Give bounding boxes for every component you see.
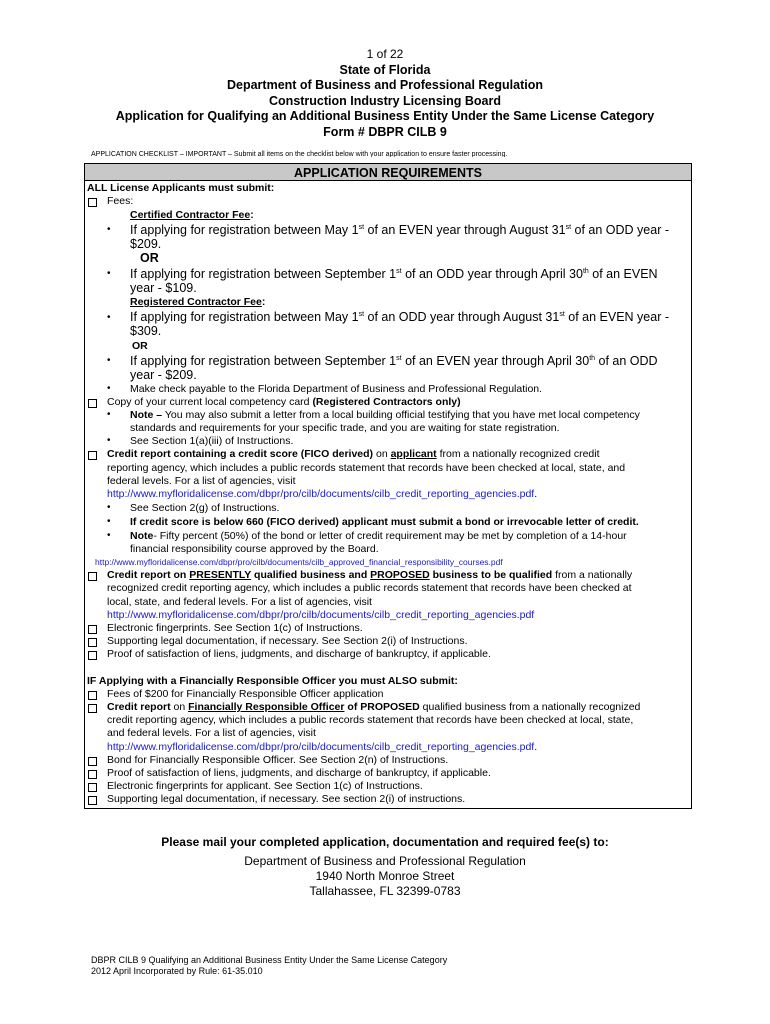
bullet-icon: •: [107, 383, 111, 394]
mail-city: Tallahassee, FL 32399-0783: [309, 884, 461, 898]
fro-fingerprints-text: Electronic fingerprints for applicant. See Section 1(c) of Instructions.: [107, 780, 423, 792]
certified-fee-even: If applying for registration between May 1st of an EVEN year through August 31st of an ODD year -: [130, 223, 669, 237]
business-credit-line2: recognized credit reporting agency, which includes a public records statement that records have been checked at: [107, 582, 632, 594]
or-label: OR: [140, 251, 159, 265]
bond-note-line2: financial responsibility course approved by the Board.: [130, 543, 379, 555]
see-section-1a: See Section 1(a)(iii) of Instructions.: [130, 435, 294, 447]
or-label: OR: [132, 340, 148, 352]
competency-card-text: Copy of your current local competency card (Registered Contractors only): [107, 396, 461, 408]
registered-fee-odd: If applying for registration between May 1st of an ODD year through August 31st of an EVEN year -: [130, 310, 669, 324]
checkbox-fro-fees[interactable]: [88, 691, 97, 700]
fro-bond-text: Bond for Financially Responsible Officer. See Section 2(n) of Instructions.: [107, 754, 449, 766]
credit-report-line1: Credit report containing a credit score (FICO derived) on applicant from a nationally recognized credit: [107, 448, 600, 460]
bullet-icon: •: [107, 224, 111, 235]
checkbox-fees[interactable]: [88, 198, 97, 207]
fro-agencies-link-row: http://www.myfloridalicense.com/dbpr/pro/cilb/documents/cilb_credit_reporting_agencies.pdf.: [107, 741, 538, 753]
legal-docs-text: Supporting legal documentation, if necessary. See Section 2(i) of Instructions.: [107, 635, 468, 647]
checkbox-legal-docs[interactable]: [88, 638, 97, 647]
all-applicants-heading: ALL License Applicants must submit:: [87, 182, 275, 194]
header-application-title: Application for Qualifying an Additional Business Entity Under the Same License Category: [115, 109, 655, 123]
fro-fees-text: Fees of $200 for Financially Responsible Officer application: [107, 688, 384, 700]
header-state: State of Florida: [339, 62, 431, 77]
checkbox-fro-liens[interactable]: [88, 770, 97, 779]
mail-street: 1940 North Monroe Street: [315, 869, 455, 883]
bullet-icon: •: [107, 409, 111, 420]
page-number: 1 of 22: [366, 47, 404, 61]
credit-agencies-link[interactable]: http://www.myfloridalicense.com/dbpr/pro/cilb/documents/cilb_credit_reporting_agencies.pdf: [107, 488, 535, 500]
fro-credit-line2: credit reporting agency, which includes a public records statement that records have been checked at local, state,: [107, 714, 634, 726]
bullet-icon: •: [107, 502, 111, 513]
check-payable-text: Make check payable to the Florida Department of Business and Professional Regulation.: [130, 383, 543, 395]
credit-score-660: If credit score is below 660 (FICO derived) applicant must submit a bond or irrevocable letter of credit.: [130, 516, 639, 528]
registered-fee-even: If applying for registration between September 1st of an EVEN year through April 30th of an ODD: [130, 354, 658, 368]
credit-report-line2: reporting agency, which includes a public records statement that records have been checked at local, state, and: [107, 462, 626, 474]
competency-note-line1: Note – You may also submit a letter from a local building official testifying that you have met local competency: [130, 409, 640, 421]
credit-agencies-link-row: http://www.myfloridalicense.com/dbpr/pro/cilb/documents/cilb_credit_reporting_agencies.pdf.: [107, 488, 538, 500]
mail-heading: Please mail your completed application, documentation and required fee(s) to:: [161, 835, 609, 849]
bullet-icon: •: [107, 435, 111, 446]
credit-report-line3: federal levels. For a list of agencies, visit: [107, 475, 296, 487]
fro-credit-line1: Credit report on Financially Responsible Officer of PROPOSED qualified business from a nationally recognized: [107, 701, 641, 713]
certified-fee-209: $209.: [130, 237, 162, 251]
certified-fee-odd: If applying for registration between September 1st of an ODD year through April 30th of an EVEN: [130, 267, 658, 281]
registered-fee-heading: Registered Contractor Fee:: [130, 296, 266, 308]
liens-text: Proof of satisfaction of liens, judgments, and discharge of bankruptcy, if applicable.: [107, 648, 491, 660]
bullet-icon: •: [107, 312, 111, 323]
fro-liens-text: Proof of satisfaction of liens, judgments, and discharge of bankruptcy, if applicable.: [107, 767, 491, 779]
bullet-icon: •: [107, 355, 111, 366]
fees-label: Fees:: [107, 195, 134, 207]
checkbox-business-credit[interactable]: [88, 572, 97, 581]
footer-form-title: DBPR CILB 9 Qualifying an Additional Business Entity Under the Same License Category: [91, 955, 448, 965]
header-department: Department of Business and Professional Regulation: [226, 78, 544, 92]
header-form-number: Form # DBPR CILB 9: [323, 124, 447, 139]
checkbox-fingerprints[interactable]: [88, 625, 97, 634]
checkbox-fro-legal[interactable]: [88, 796, 97, 805]
fro-legal-text: Supporting legal documentation, if necessary. See section 2(i) of instructions.: [107, 793, 466, 805]
business-credit-line1: Credit report on PRESENTLY qualified business and PROPOSED business to be qualified from a nationally: [107, 569, 633, 581]
bullet-icon: •: [107, 530, 111, 541]
business-credit-line3: local, state, and federal levels. For a list of agencies, visit: [107, 596, 372, 608]
fro-agencies-link[interactable]: http://www.myfloridalicense.com/dbpr/pro/cilb/documents/cilb_credit_reporting_agencies.pdf: [107, 741, 535, 753]
checkbox-fro-bond[interactable]: [88, 757, 97, 766]
bond-note-line1: Note- Fifty percent (50%) of the bond or letter of credit requirement may be met by completion of a 14-hour: [130, 530, 627, 542]
checkbox-fro-credit[interactable]: [88, 704, 97, 713]
page-footer: [91, 955, 447, 977]
registered-fee-209: year - $209.: [130, 368, 197, 382]
checklist-note: APPLICATION CHECKLIST – IMPORTANT – Submit all items on the checklist below with your application to ensure faster processing.: [91, 151, 508, 157]
see-section-2g: See Section 2(g) of Instructions.: [130, 502, 280, 514]
checkbox-fro-fingerprints[interactable]: [88, 783, 97, 792]
competency-note-line2: standards and requirements for your specific trade, and you are waiting for state registration.: [130, 422, 560, 434]
requirements-box: [84, 163, 692, 809]
courses-link[interactable]: http://www.myfloridalicense.com/dbpr/pro/cilb/documents/cilb_approved_financial_responsibility_courses.pdf: [95, 557, 503, 567]
document-header: [0, 47, 770, 140]
certified-fee-heading: Certified Contractor Fee:: [130, 209, 254, 221]
mailing-section: [0, 835, 770, 899]
fingerprints-text: Electronic fingerprints. See Section 1(c) of Instructions.: [107, 622, 363, 634]
fro-heading: IF Applying with a Financially Responsible Officer you must ALSO submit:: [87, 675, 458, 687]
footer-rule: 2012 April Incorporated by Rule: 61-35.010: [91, 966, 263, 976]
checkbox-credit-report[interactable]: [88, 451, 97, 460]
mail-department: Department of Business and Professional Regulation: [244, 854, 526, 868]
certified-fee-109: year - $109.: [130, 281, 197, 295]
business-agencies-link[interactable]: http://www.myfloridalicense.com/dbpr/pro/cilb/documents/cilb_credit_reporting_agencies.pdf: [107, 609, 535, 621]
bullet-icon: •: [107, 268, 111, 279]
registered-fee-309: $309.: [130, 324, 162, 338]
fro-credit-line3: and federal levels. For a list of agencies, visit: [107, 727, 316, 739]
checkbox-competency-card[interactable]: [88, 399, 97, 408]
checkbox-liens[interactable]: [88, 651, 97, 660]
requirements-title: APPLICATION REQUIREMENTS: [85, 164, 691, 181]
header-board: Construction Industry Licensing Board: [269, 93, 501, 108]
bullet-icon: •: [107, 516, 111, 527]
